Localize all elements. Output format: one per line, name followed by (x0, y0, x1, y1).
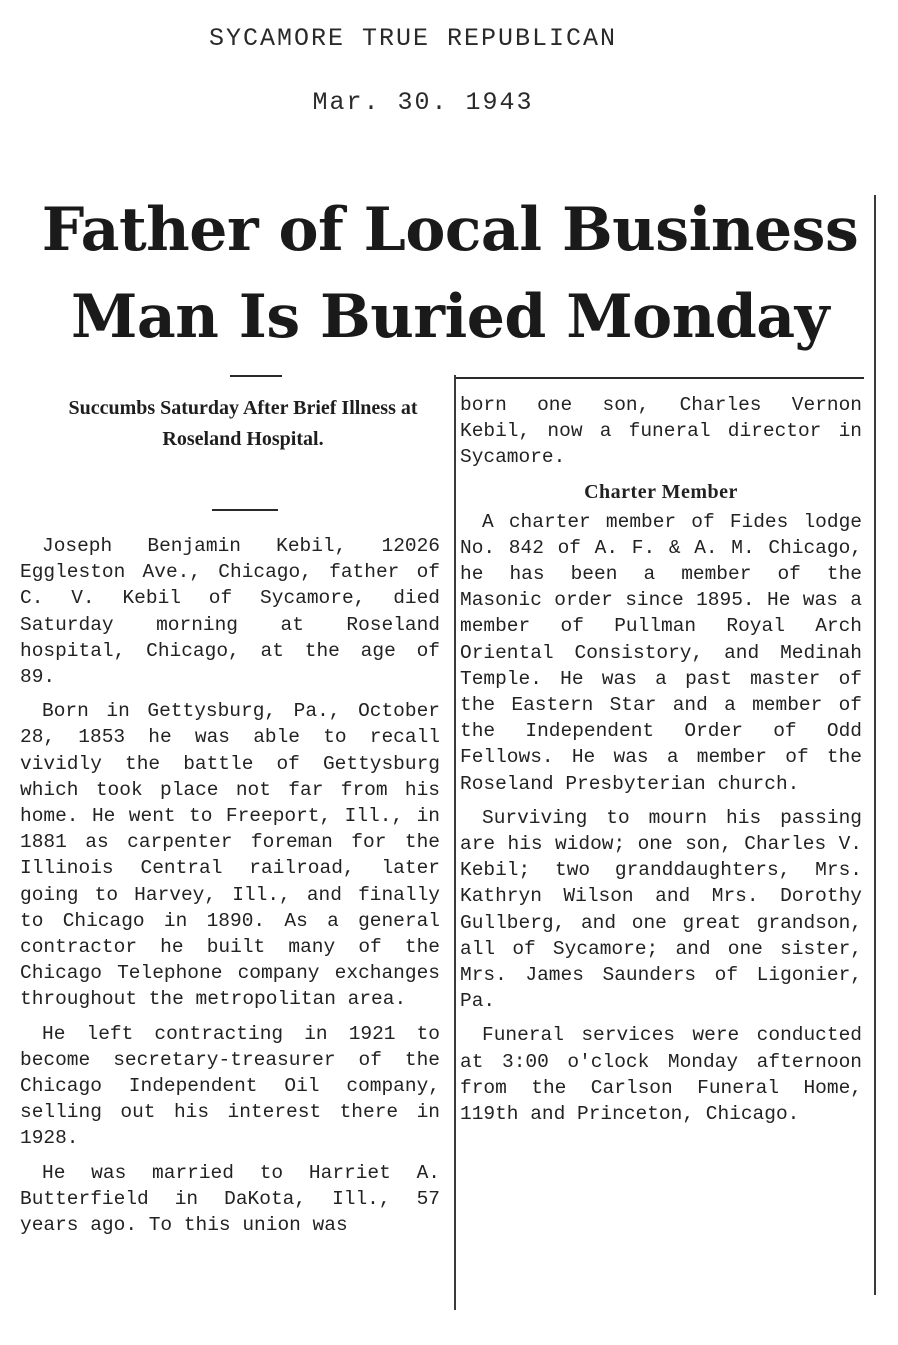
article-paragraph: A charter member of Fides lodge No. 842 of A. F. & A. M. Chicago, he has been a member of the Masonic order since 1895. He was a member of Pullman Royal Arch Oriental Consistory, and Medinah Temple. He was a past master of the Eastern Star and a member of the Independent Order of Odd Fellows. He was a member of the Roseland Presbyterian church. (460, 510, 862, 795)
deck-subheadline: Succumbs Saturday After Brief Illness at Roseland Hospital. (68, 397, 418, 450)
headline-line-1: Father of Local Business (41, 195, 859, 265)
article-paragraph: Joseph Benjamin Kebil, 12026 Eggleston Ave., Chicago, father of C. V. Kebil of Sycamore, died Saturday morning at Roseland hospital, Chicago, at the age of 89. (20, 535, 440, 689)
left-column (20, 533, 440, 1246)
article-paragraph: Surviving to mourn his passing are his widow; one son, Charles V. Kebil; two granddaughters, Mrs. Kathryn Wilson and Mrs. Dorothy Gullberg, and one great grandson, all of Sycamore; and one sister, Mrs. James Saunders of Ligonier, Pa. (460, 806, 862, 1013)
headline-rule-left (230, 375, 282, 377)
column-divider (454, 375, 456, 1310)
headline-rule-right (456, 377, 864, 379)
article-paragraph: Born in Gettysburg, Pa., October 28, 1853 he was able to recall vividly the battle of Gettysburg which took place not far from his home. He went to Freeport, Ill., in 1881 as carpenter foreman for the Illinois Central railroad, later going to Harvey, Ill., and finally to Chicago in 1890. As a general contractor he built many of the Chicago Telephone company exchanges throughout the metropolitan area. (20, 700, 440, 1011)
continued-paragraph: born one son, Charles Vernon Kebil, now a funeral director in Sycamore. (460, 394, 862, 469)
article-paragraph: He was married to Harriet A. Butterfield in DaKota, Ill., 57 years ago. To this union was (20, 1161, 440, 1237)
clipping-right-edge (874, 195, 876, 1295)
article-paragraph: Funeral services were conducted at 3:00 o'clock Monday afternoon from the Carlson Funeral Home, 119th and Princeton, Chicago. (460, 1024, 862, 1126)
headline-line-2: Man Is Buried Monday (70, 282, 830, 352)
article-paragraph: He left contracting in 1921 to become secretary-treasurer of the Chicago Independent Oil company, selling out his interest there in 1928. (20, 1022, 440, 1150)
deck-rule (212, 509, 278, 511)
typed-paper-name: SYCAMORE TRUE REPUBLICAN (208, 24, 618, 53)
subhead-charter-member: Charter Member (584, 480, 738, 503)
right-column (460, 392, 862, 1135)
typed-date: Mar. 30. 1943 (312, 88, 534, 117)
